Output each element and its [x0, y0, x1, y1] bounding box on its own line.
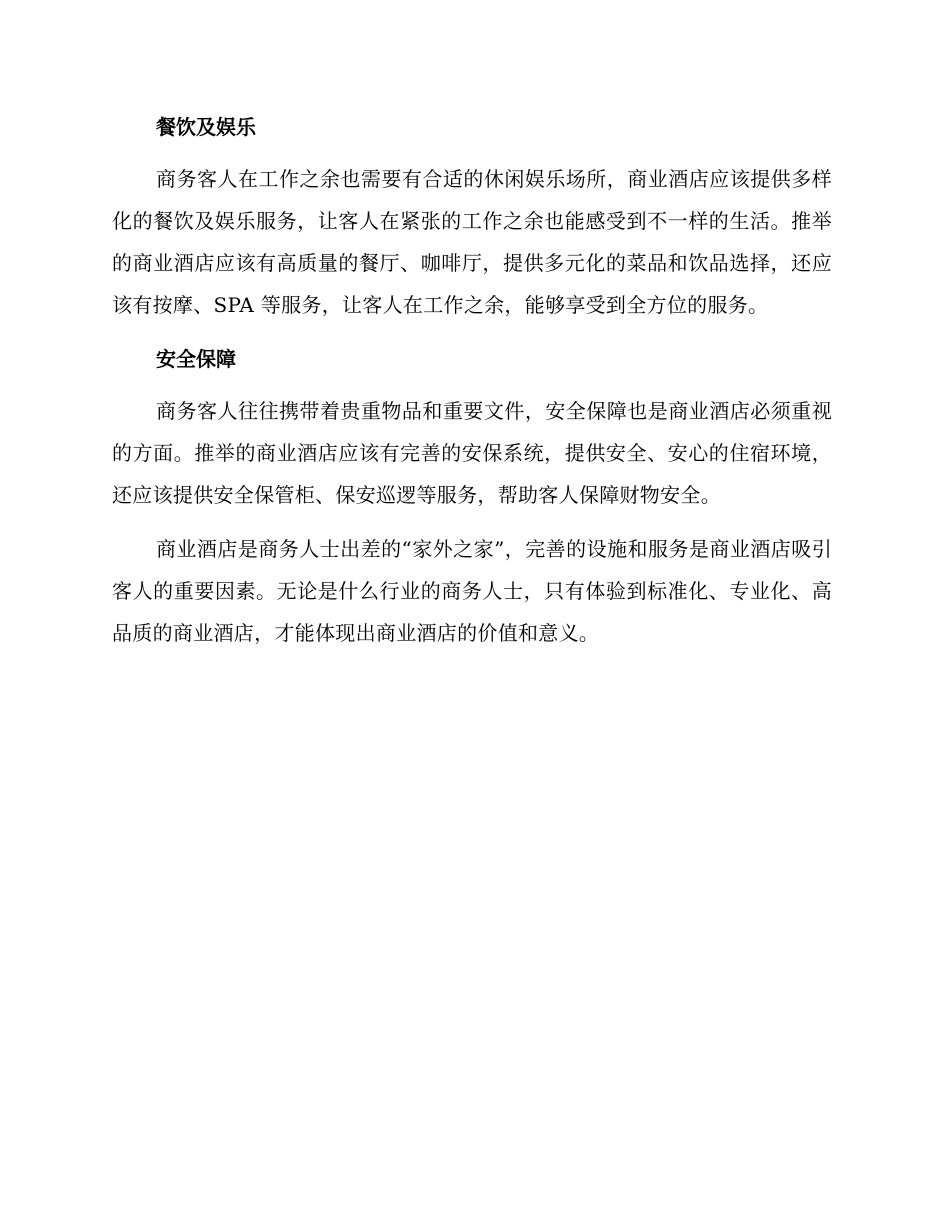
paragraph-dining-entertainment: 商务客人在工作之余也需要有合适的休闲娱乐场所，商业酒店应该提供多样化的餐饮及娱乐服务，让客人在紧张的工作之余也能感受到不一样的生活。推举的商业酒店应该有高质量的餐厅、咖啡厅，提供多元化的菜品和饮品选择，还应该有按摩、SPA 等服务，让客人在工作之余，能够享受到全方位的服务。: [112, 167, 832, 317]
document-body: [112, 110, 832, 666]
paragraph-conclusion: 商业酒店是商务人士出差的“家外之家”，完善的设施和服务是商业酒店吸引客人的重要因素。无论是什么行业的商务人士，只有体验到标准化、专业化、高品质的商业酒店，才能体现出商业酒店的价值和意义。: [112, 537, 832, 645]
section-heading-dining-entertainment: 餐饮及娱乐: [156, 115, 256, 139]
paragraph-security: 商务客人往往携带着贵重物品和重要文件，安全保障也是商业酒店必须重视的方面。推举的商业酒店应该有完善的安保系统，提供安全、安心的住宿环境，还应该提供安全保管柜、保安巡逻等服务，帮助客人保障财物安全。: [112, 399, 832, 507]
section-heading-security: 安全保障: [156, 347, 236, 371]
